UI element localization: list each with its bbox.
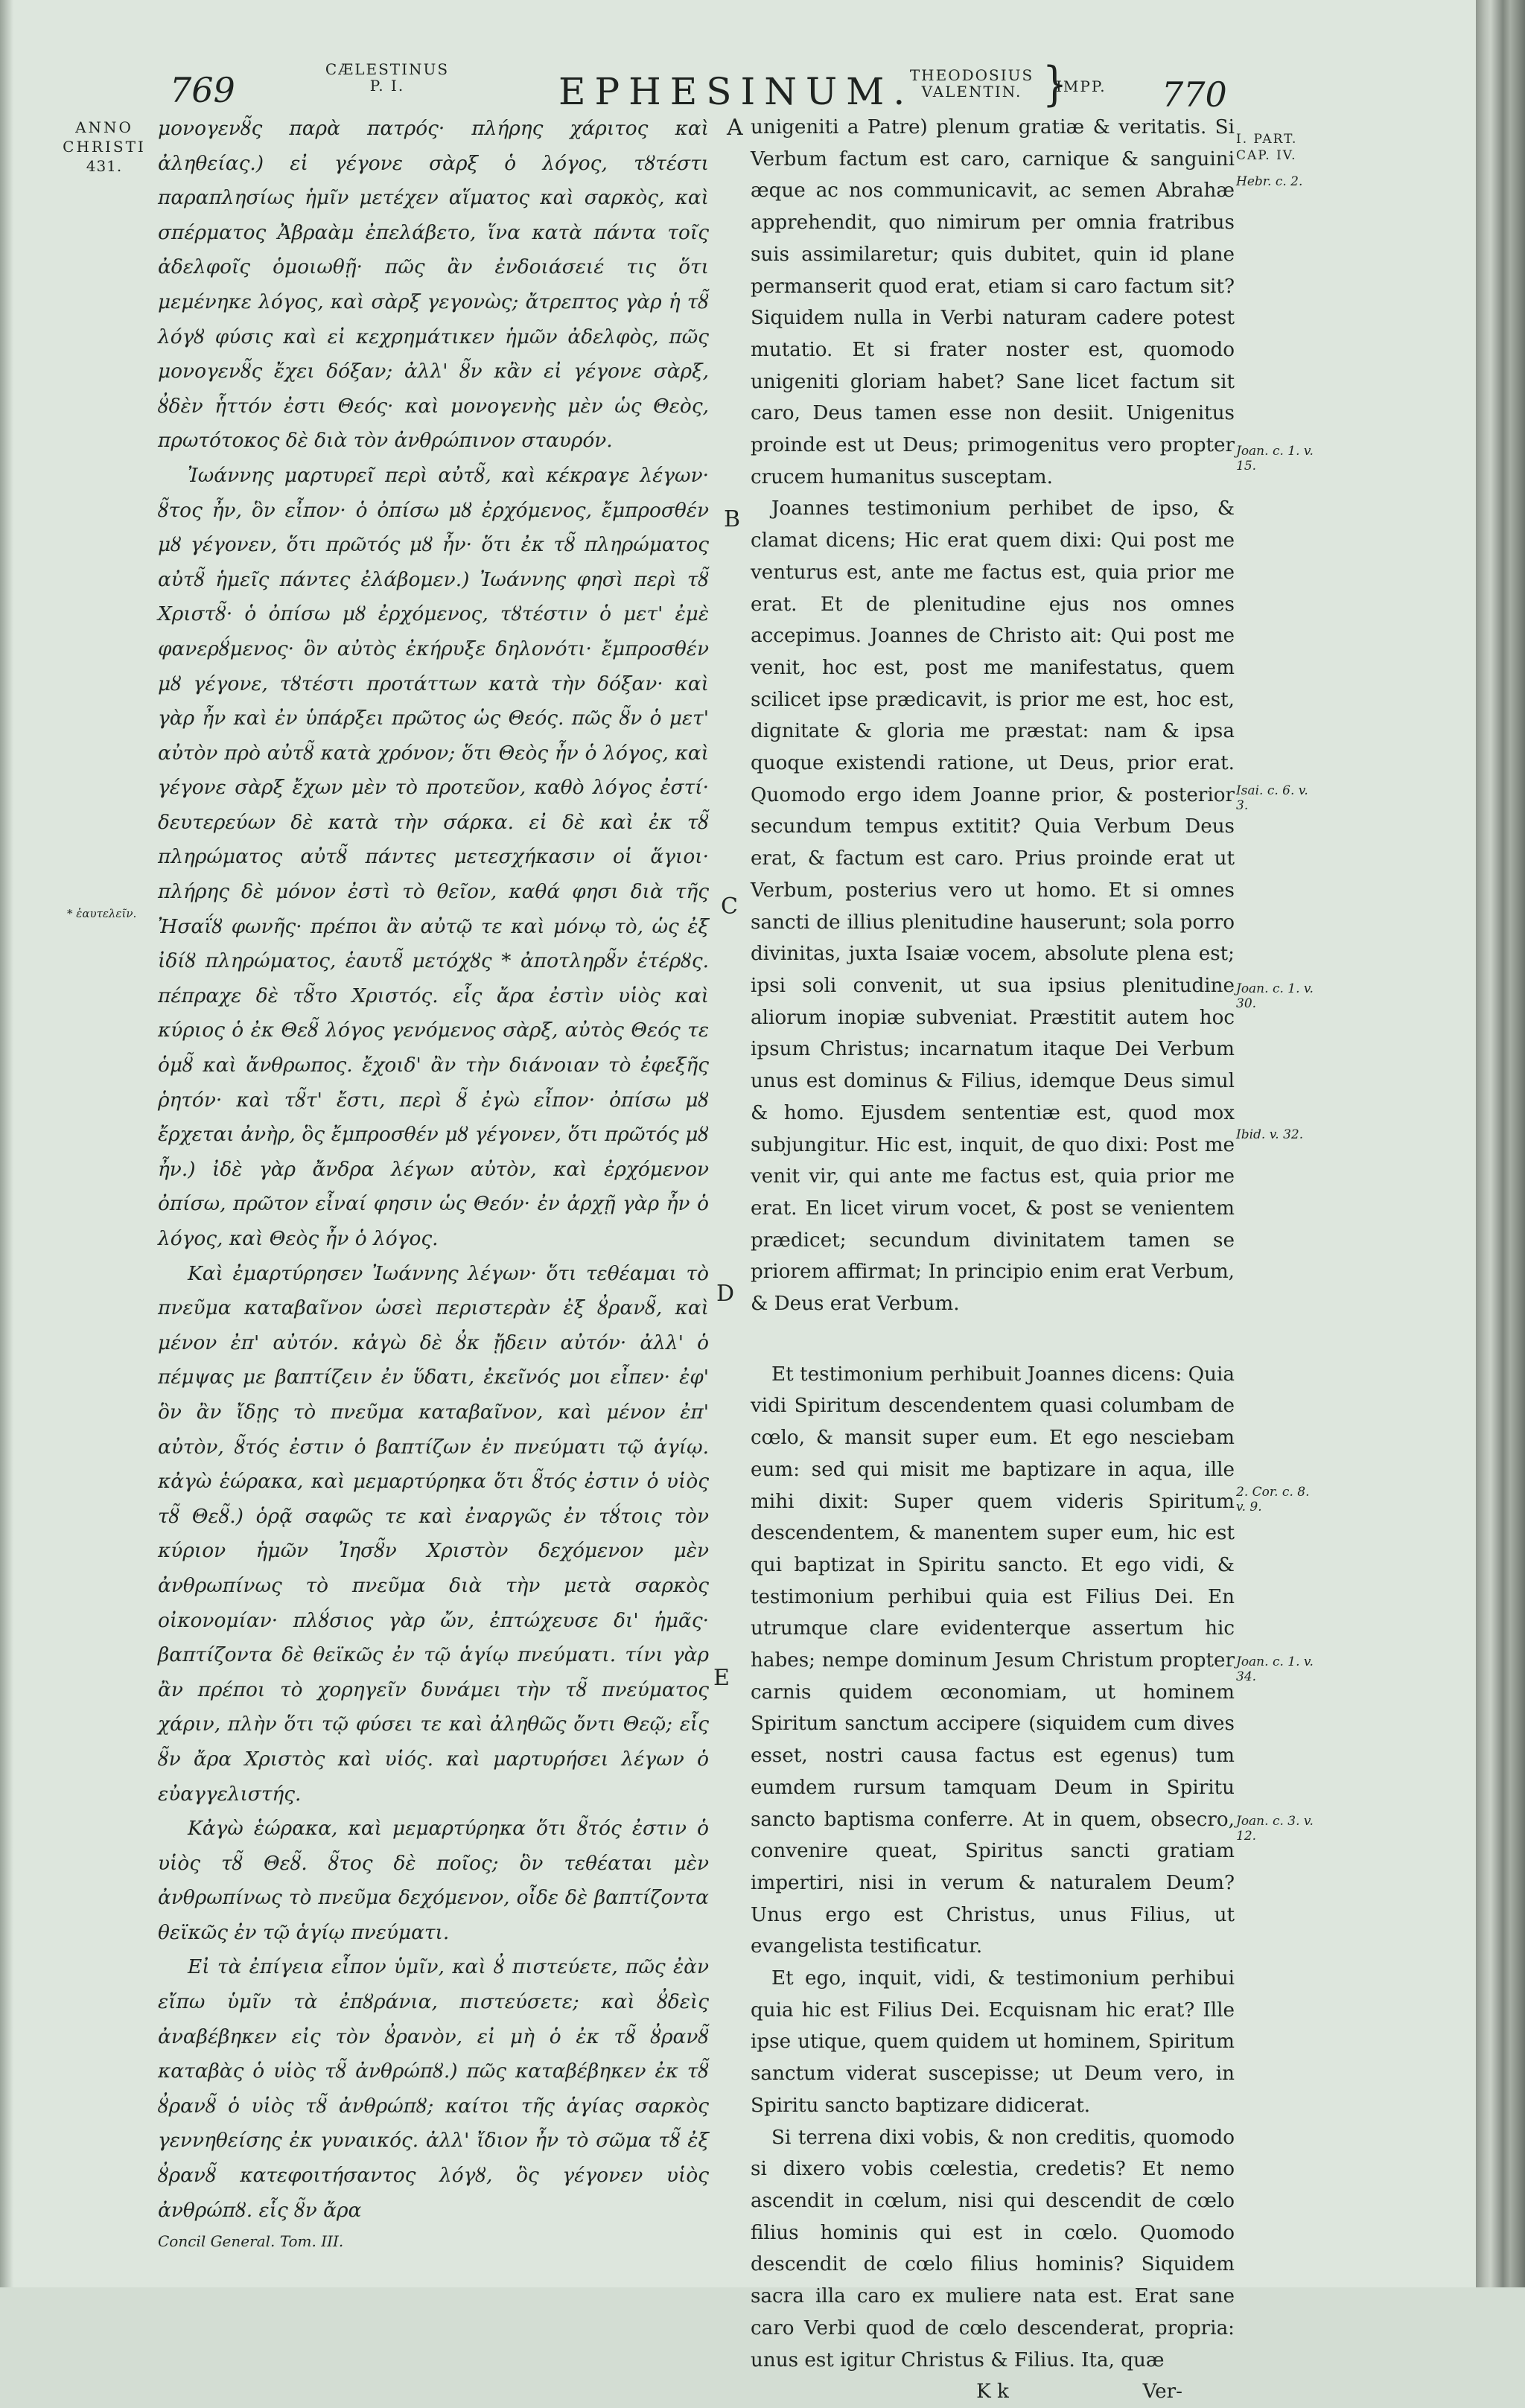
folio-right: 770: [1162, 74, 1227, 115]
latin-paragraph: Et ego, inquit, vidi, & testimonium perhibui quia hic est Filius Dei. Ecquisnam hic erat? Ille ipse utique, quem quidem ut hominem, Spiritum sanctum viderat suscepisse; ut Deum vero, in Spiritu sancto baptizare didicerat.: [751, 1967, 1235, 2117]
running-header: [0, 45, 1476, 115]
margin-reference: Joan. c. 1. v. 30.: [1236, 981, 1314, 1011]
section-letter-c: C: [721, 894, 738, 920]
latin-column: [751, 112, 1235, 2408]
section-letter-e: E: [713, 1665, 730, 1691]
section-letter-a: A: [727, 115, 743, 141]
greek-column: [158, 112, 709, 2252]
part-label: I. PART.: [1236, 132, 1298, 147]
header-caelestinus-name: CÆLESTINUS: [325, 60, 450, 78]
margin-reference: Isai. c. 6. v. 3.: [1236, 783, 1308, 813]
folio-left: 769: [170, 70, 235, 110]
footer-concil: Concil General. Tom. III.: [158, 2232, 344, 2251]
greek-paragraph: Εἰ τὰ ἐπίγεια εἶπον ὑμῖν, καὶ ȣ̓ πιστεύετε, πῶς ἐὰν εἴπω ὑμῖν τὰ ἐπȣράνια, πιστεύσετε; καὶ ȣ̓δεὶς ἀναβέβηκεν εἰς τὸν ȣ̓ρανὸν, εἰ μὴ ὁ ἐκ τȣ̃ ȣ̓ρανȣ̃ καταβὰς ὁ υἱὸς τȣ̃ ἀνθρώπȣ.) πῶς καταβέβηκεν ἐκ τȣ̃ ȣ̓ρανȣ̃ ὁ υἱὸς τȣ̃ ἀνθρώπȣ; καίτοι τῆς ἁγίας σαρκὸς γεννηθείσης ἐκ γυναικός. ἀλλ' ἴδιον ἦν τὸ σῶμα τȣ̃ ἐξ ȣ̓ρανȣ̃ κατεφοιτήσαντος λόγȣ, ὃς γέγονεν υἱὸς ἀνθρώπȣ. εἷς ȣ̃ν ἄρα: [158, 1955, 709, 2222]
variant-reading-note: * ἑαυτελεῖν.: [67, 907, 137, 920]
header-caelestinus-number: P. I.: [369, 77, 405, 95]
latin-paragraph: unigeniti a Patre) plenum gratiæ & veritatis. Si Verbum factum est caro, carnique & sanguini æque ac nos communicavit, ac semen Abrahæ apprehendit, quo nimirum per omnia fratribus suis assimilaretur; quis dubitet, quin id plane permanserit quod erat, etiam si caro factum sit? Siquidem nulla in Verbi naturam cadere potest mutatio. Et si frater noster est, quomodo unigeniti gloriam habet? Sane licet factum sit caro, Deus tamen esse non desiit. Unigenitus proinde est ut Deus; primogenitus vero propter crucem humanitus susceptam.: [751, 116, 1235, 488]
signature-line: [751, 2376, 1235, 2408]
greek-paragraph: Ἰωάννης μαρτυρεῖ περὶ αὐτȣ̃, καὶ κέκραγε λέγων· ȣ̃τος ἦν, ὃν εἶπον· ὁ ὀπίσω μȣ ἐρχόμενος, ἔμπροσθέν μȣ γέγονεν, ὅτι πρῶτός μȣ ἦν· ὅτι ἐκ τȣ̃ πληρώματος αὐτȣ̃ ἡμεῖς πάντες ἐλάβομεν.) Ἰωάννης φησὶ περὶ τȣ̃ Χριστȣ̃· ὁ ὀπίσω μȣ ἐρχόμενος, τȣτέστιν ὁ μετ' ἐμὲ φανερȣ́μενος· ὃν αὐτὸς ἐκήρυξε δηλονότι· ἔμπροσθέν μȣ γέγονε, τȣτέστι προτάττων κατὰ τὴν δόξαν· καὶ γὰρ ἦν καὶ ἐν ὑπάρξει πρῶτος ὡς Θεός. πῶς ȣ̃ν ὁ μετ' αὐτὸν πρὸ αὐτȣ̃ κατὰ χρόνον; ὅτι Θεὸς ἦν ὁ λόγος, καὶ γέγονε σὰρξ ἔχων μὲν τὸ προτεῦον, καθὸ λόγος ἐστί· δευτερεύων δὲ κατὰ τὴν σάρκα. εἰ δὲ καὶ ἐκ τȣ̃ πληρώματος αὐτȣ̃ πάντες μετεσχήκασιν οἱ ἅγιοι· πλήρης δὲ μόνον ἐστὶ τὸ θεῖον, καθά φησι διὰ τῆς Ἠσαΐȣ φωνῆς· πρέποι ἂν αὐτῷ τε καὶ μόνῳ τὸ, ὡς ἐξ ἰδίȣ πληρώματος, ἑαυτȣ̃ μετόχȣς * ἀποτληρȣ̃ν ἑτέρȣς. πέπραχε δὲ τȣ̃το Χριστός. εἷς ἄρα ἐστὶν υἱὸς καὶ κύριος ὁ ἐκ Θεȣ̃ λόγος γενόμενος σὰρξ, αὐτὸς Θεός τε ὁμȣ̃ καὶ ἄνθρωπος. ἔχοιδ' ἂν τὴν διάνοιαν τὸ ἐφεξῆς ῥητόν· καὶ τȣ̃τ' ἔστι, περὶ ȣ̃ ἐγὼ εἶπον· ὀπίσω μȣ ἔρχεται ἀνὴρ, ὃς ἔμπροσθέν μȣ γέγονεν, ὅτι πρῶτός μȣ ἦν.) ἰδὲ γὰρ ἄνδρα λέγων αὐτὸν, καὶ ἐρχόμενον ὀπίσω, πρῶτον εἶναί φησιν ὡς Θεόν· ἐν ἀρχῇ γὰρ ἦν ὁ λόγος, καὶ Θεὸς ἦν ὁ λόγος.: [158, 463, 709, 1250]
latin-paragraph: Et testimonium perhibuit Joannes dicens: Quia vidi Spiritum descendentem quasi columbam de cœlo, & mansit super eum. Et ego nesciebam eum: sed qui misit me baptizare in aqua, ille mihi dixit: Super quem videris Spiritum descendentem, & manentem super eum, hic est qui baptizat in Spiritu sancto. Et ego vidi, & testimonium perhibui quia est Filius Dei. En utrumque clare evidenterque assertum hic habes; nempe dominum Jesum Christum propter carnis quidem œconomiam, ut hominem Spiritum sanctum accipere (siquidem cum dives esset, nostri causa factus est egenus) tum eumdem rursum tamquam Deum in Spiritu sancto baptisma conferre. At in quem, obsecro, convenire queat, Spiritus sancti gratiam impertiri, nisi in verum & naturalem Deum? Unus ergo est Christus, unus Filius, ut evangelista testificatur.: [751, 1363, 1235, 1958]
anno-label: ANNO: [75, 118, 133, 136]
header-impp: IMPP.: [1056, 77, 1107, 95]
latin-paragraph: Si terrena dixi vobis, & non creditis, quomodo si dixero vobis cœlestia, credetis? Et nemo ascendit in cœlum, nisi qui descendit de cœlo filius hominis qui est in cœlo. Quomodo descendit de cœlo filius hominis? Siquidem sacra illa caro ex muliere nata est. Erat sane caro Verbi quod de cœlo descenderat, propria: unus est igitur Christus & Filius. Ita, quæ: [751, 2126, 1235, 2372]
greek-paragraph: μονογενȣ̃ς παρὰ πατρός· πλήρης χάριτος καὶ ἀληθείας.) εἰ γέγονε σὰρξ ὁ λόγος, τȣτέστι παραπλησίως ἡμῖν μετέχεν αἵματος καὶ σαρκὸς, καὶ σπέρματος Ἀβραὰμ ἐπελάβετο, ἵνα κατὰ πάντα τοῖς ἀδελφοῖς ὁμοιωθῇ· πῶς ἂν ἐνδοιάσειέ τις ὅτι μεμένηκε λόγος, καὶ σὰρξ γεγονὼς; ἄτρεπτος γὰρ ἡ τȣ̃ λόγȣ φύσις καὶ εἰ κεχρημάτικεν ἡμῶν ἀδελφὸς, πῶς μονογενȣ̃ς ἔχει δόξαν; ἀλλ' ȣ̃ν κἂν εἰ γέγονε σὰρξ, ȣ̓δὲν ἧττόν ἐστι Θεός· καὶ μονογενὴς μὲν ὡς Θεὸς, πρωτότοκος δὲ διὰ τὸν ἀνθρώπινον σταυρόν.: [158, 117, 709, 453]
greek-paragraph: Καὶ ἐμαρτύρησεν Ἰωάννης λέγων· ὅτι τεθέαμαι τὸ πνεῦμα καταβαῖνον ὡσεὶ περιστερὰν ἐξ ȣ̓ρανȣ̃, καὶ μένον ἐπ' αὐτόν. κἀγὼ δὲ ȣ̓κ ᾔδειν αὐτόν· ἀλλ' ὁ πέμψας με βαπτίζειν ἐν ὕδατι, ἐκεῖνός μοι εἶπεν· ἐφ' ὃν ἂν ἴδῃς τὸ πνεῦμα καταβαῖνον, καὶ μένον ἐπ' αὐτὸν, ȣ̃τός ἐστιν ὁ βαπτίζων ἐν πνεύματι τῷ ἁγίῳ. κἀγὼ ἑώρακα, καὶ μεμαρτύρηκα ὅτι ȣ̃τός ἐστιν ὁ υἱὸς τȣ̃ Θεȣ̃.) ὁρᾷ σαφῶς τε καὶ ἐναργῶς ἐν τȣ́τοις τὸν κύριον ἡμῶν Ἰησȣ̃ν Χριστὸν δεχόμενον μὲν ἀνθρωπίνως τὸ πνεῦμα διὰ τὴν μετὰ σαρκὸς οἰκονομίαν· πλȣ́σιος γὰρ ὤν, ἐπτώχευσε δι' ἡμᾶς· βαπτίζοντα δὲ θεϊκῶς ἐν τῷ ἁγίῳ πνεύματι. τίνι γὰρ ἂν πρέποι τὸ χορηγεῖν δυνάμει τὴν τȣ̃ πνεύματος χάριν, πλὴν ὅτι τῷ φύσει τε καὶ ἀληθῶς ὄντι Θεῷ; εἷς ȣ̃ν ἄρα Χριστὸς καὶ υἱός. καὶ μαρτυρήσει λέγων ὁ εὐαγγελιστής.: [158, 1261, 709, 1806]
anno-christi-note: [60, 118, 149, 176]
part-cap-note: [1236, 131, 1318, 164]
catchword: Ver-: [1142, 2380, 1182, 2404]
section-letter-b: B: [724, 506, 741, 532]
margin-reference: Joan. c. 3. v. 12.: [1236, 1814, 1314, 1844]
header-valentinianus: VALENTIN.: [921, 83, 1022, 101]
margin-reference: Joan. c. 1. v. 34.: [1236, 1654, 1314, 1684]
margin-reference: Hebr. c. 2.: [1236, 174, 1303, 189]
header-brace: }: [1042, 58, 1068, 112]
section-letter-d: D: [716, 1281, 735, 1307]
latin-paragraph: Joannes testimonium perhibet de ipso, & clamat dicens; Hic erat quem dixi: Qui post me venturus est, ante me factus est, quia prior me erat. Et de plenitudine ejus nos omnes accepimus. Joannes de Christo ait: Qui post me venit, hoc est, post me manifestatus, quem scilicet ipse prædicavit, is prior me est, hoc est, dignitate & gloria me præstat: nam & ipsa quoque existendi ratione, ut Deus, prior erat. Quomodo ergo idem Joanne prior, & posterior secundum tempus extitit? Quia Verbum Deus erat, & factum est caro. Prius proinde erat ut Verbum, posterius vero ut homo. Et si omnes sancti de illius plenitudine hauserunt; sola porro divinitas, juxta Isaiæ vocem, absolute plena est; ipsi soli convenit, ut sua ipsius plenitudine aliorum inopiæ subveniat. Præstitit autem hoc ipsum Christus; incarnatum itaque Dei Verbum unus est dominus & Filius, idemque Deus simul & homo. Ejusdem sententiæ est, quod mox subjungitur. Hic est, inquit, de quo dixi: Post me venit vir, qui ante me factus est, quia prior me erat. En licet virum vocet, & post se venientem prædicet; secundum divinitatem tamen se priorem affirmat; In principio enim erat Verbum, & Deus erat Verbum.: [751, 497, 1235, 1316]
christi-label: CHRISTI: [63, 138, 146, 156]
header-caelestinus: [313, 61, 462, 94]
margin-reference: Ibid. v. 32.: [1236, 1127, 1304, 1142]
margin-reference: Joan. c. 1. v. 15.: [1236, 444, 1314, 474]
header-title: EPHESINUM.: [558, 70, 914, 113]
header-theodosius: THEODOSIUS: [909, 66, 1034, 84]
greek-paragraph: Κἀγὼ ἑώρακα, καὶ μεμαρτύρηκα ὅτι ȣ̃τός ἐστιν ὁ υἱὸς τȣ̃ Θεȣ̃. ȣ̃τος δὲ ποῖος; ὃν τεθέαται μὲν ἀνθρωπίνως τὸ πνεῦμα δεχόμενον, οἶδε δὲ βαπτίζοντα θεϊκῶς ἐν τῷ ἁγίῳ πνεύματι.: [158, 1817, 709, 1944]
margin-reference: 2. Cor. c. 8. v. 9.: [1236, 1485, 1310, 1514]
year-label: 431.: [86, 157, 123, 175]
signature-mark: K k: [976, 2380, 1009, 2404]
book-spine: [1476, 0, 1525, 2287]
header-emperors: [897, 67, 1046, 100]
page-edge-shadow: [0, 0, 13, 2287]
cap-label: CAP. IV.: [1236, 148, 1297, 163]
